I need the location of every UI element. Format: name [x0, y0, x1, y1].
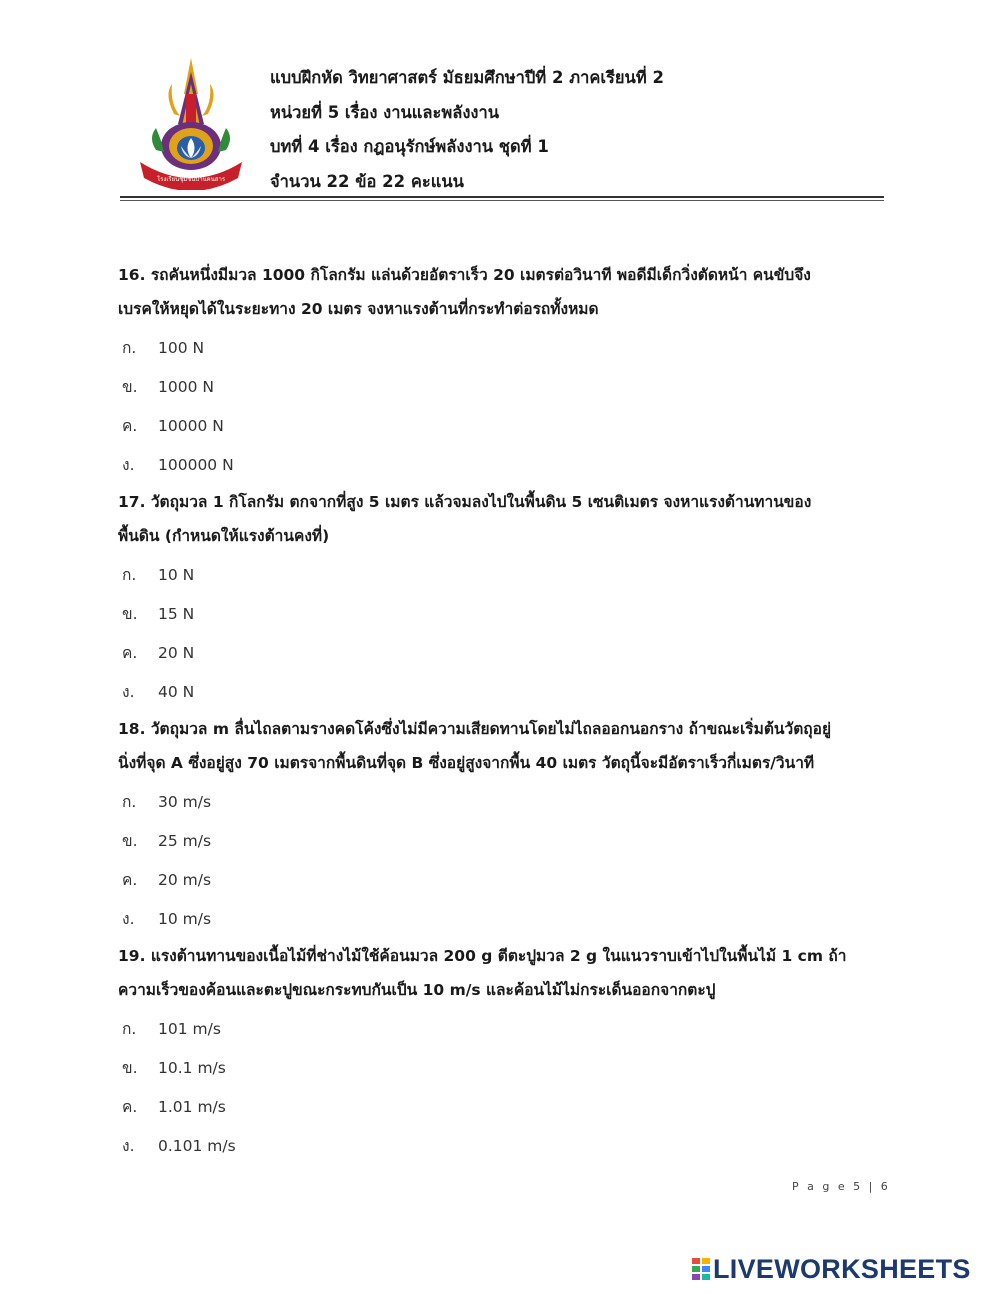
option-text: 30 m/s [158, 793, 212, 811]
option-letter: ก. [122, 793, 137, 811]
question-text-line: ความเร็วของค้อนและตะปูขณะกระทบกันเป็น 10 m/s และค้อนไม้ไม่กระเด็นออกจากตะปู [118, 981, 716, 999]
answer-option[interactable] [118, 634, 888, 673]
option-text: 1000 N [158, 378, 214, 396]
answer-option[interactable] [118, 900, 888, 939]
liveworksheets-brand[interactable] [692, 1254, 971, 1284]
school-emblem-logo [134, 54, 248, 190]
option-text: 20 m/s [158, 871, 212, 889]
option-letter: ง. [122, 456, 135, 474]
option-letter: ค. [122, 417, 138, 435]
question-text-line: เบรคให้หยุดได้ในระยะทาง 20 เมตร จงหาแรงต้านที่กระทำต่อรถทั้งหมด [118, 300, 599, 318]
answer-option[interactable] [118, 1127, 888, 1166]
answer-option[interactable] [118, 1049, 888, 1088]
option-text: 25 m/s [158, 832, 212, 850]
option-text: 0.101 m/s [158, 1137, 236, 1155]
answer-option[interactable] [118, 822, 888, 861]
answer-option[interactable] [118, 861, 888, 900]
question-18 [118, 712, 888, 939]
question-text-line: นิ่งที่จุด A ซึ่งอยู่สูง 70 เมตรจากพื้นดินที่จุด B ซึ่งอยู่สูงจากพื้น 40 เมตร วัตถุนี้จะมีอัตราเร็วกี่เมตร/วินาที [118, 754, 815, 772]
question-text-line: 17. วัตถุมวล 1 กิโลกรัม ตกจากที่สูง 5 เมตร แล้วจมลงไปในพื้นดิน 5 เซนติเมตร จงหาแรงต้านทานของ [118, 493, 812, 511]
question-list [118, 258, 888, 1166]
answer-option[interactable] [118, 595, 888, 634]
answer-option[interactable] [118, 673, 888, 712]
option-text: 10000 N [158, 417, 224, 435]
liveworksheets-logo-icon [692, 1258, 710, 1280]
question-text-line: 19. แรงต้านทานของเนื้อไม้ที่ช่างไม้ใช้ค้อนมวล 200 g ตีตะปูมวล 2 g ในแนวราบเข้าไปในพื้นไม้ 1 cm ถ้า [118, 947, 847, 965]
question-16 [118, 258, 888, 485]
answer-option[interactable] [118, 1010, 888, 1049]
option-letter: ค. [122, 1098, 138, 1116]
emblem-ribbon-text: โรงเรียนชุมชนบ้านคนสาร [156, 176, 226, 183]
option-letter: ง. [122, 683, 135, 701]
question-text-line: พื้นดิน (กำหนดให้แรงต้านคงที่) [118, 527, 330, 545]
option-text: 40 N [158, 683, 195, 701]
answer-option[interactable] [118, 329, 888, 368]
question-19 [118, 939, 888, 1166]
question-text-line: 16. รถคันหนึ่งมีมวล 1000 กิโลกรัม แล่นด้วยอัตราเร็ว 20 เมตรต่อวินาที พอดีมีเด็กวิ่งตัดหน้า คนขับจึง [118, 266, 811, 284]
option-letter: ง. [122, 910, 135, 928]
option-text: 15 N [158, 605, 195, 623]
option-letter: ก. [122, 1020, 137, 1038]
option-text: 20 N [158, 644, 195, 662]
answer-option[interactable] [118, 446, 888, 485]
answer-option[interactable] [118, 368, 888, 407]
brand-name: LIVEWORKSHEETS [713, 1253, 971, 1284]
answer-option[interactable] [118, 783, 888, 822]
option-text: 10 m/s [158, 910, 212, 928]
header-line-score: จำนวน 22 ข้อ 22 คะแนน [270, 171, 464, 191]
answer-option[interactable] [118, 1088, 888, 1127]
option-text: 10 N [158, 566, 195, 584]
option-letter: ข. [122, 378, 138, 396]
option-letter: ข. [122, 832, 138, 850]
option-text: 1.01 m/s [158, 1098, 226, 1116]
option-letter: ก. [122, 566, 137, 584]
answer-option[interactable] [118, 556, 888, 595]
option-text: 100 N [158, 339, 205, 357]
header-divider [120, 196, 884, 198]
header-title-block [270, 61, 664, 199]
option-text: 10.1 m/s [158, 1059, 226, 1077]
option-text: 100000 N [158, 456, 234, 474]
header-line-unit: หน่วยที่ 5 เรื่อง งานและพลังงาน [270, 102, 500, 122]
option-letter: ค. [122, 644, 138, 662]
header-line-subject: แบบฝึกหัด วิทยาศาสตร์ มัธยมศึกษาปีที่ 2 ภาคเรียนที่ 2 [270, 68, 664, 87]
page-number: P a g e 5 | 6 [792, 1180, 891, 1193]
header-divider-thin [120, 200, 884, 201]
page-header [120, 52, 884, 200]
answer-option[interactable] [118, 407, 888, 446]
question-17 [118, 485, 888, 712]
header-line-lesson: บทที่ 4 เรื่อง กฎอนุรักษ์พลังงาน ชุดที่ 1 [270, 137, 549, 156]
question-text-line: 18. วัตถุมวล m ลื่นไถลตามรางคดโค้งซึ่งไม่มีความเสียดทานโดยไม่ไถลออกนอกราง ถ้าขณะเริ่มต้นวัตถุอยู่ [118, 720, 832, 738]
option-letter: ก. [122, 339, 137, 357]
option-letter: ง. [122, 1137, 135, 1155]
option-letter: ข. [122, 605, 138, 623]
option-letter: ข. [122, 1059, 138, 1077]
option-letter: ค. [122, 871, 138, 889]
option-text: 101 m/s [158, 1020, 221, 1038]
